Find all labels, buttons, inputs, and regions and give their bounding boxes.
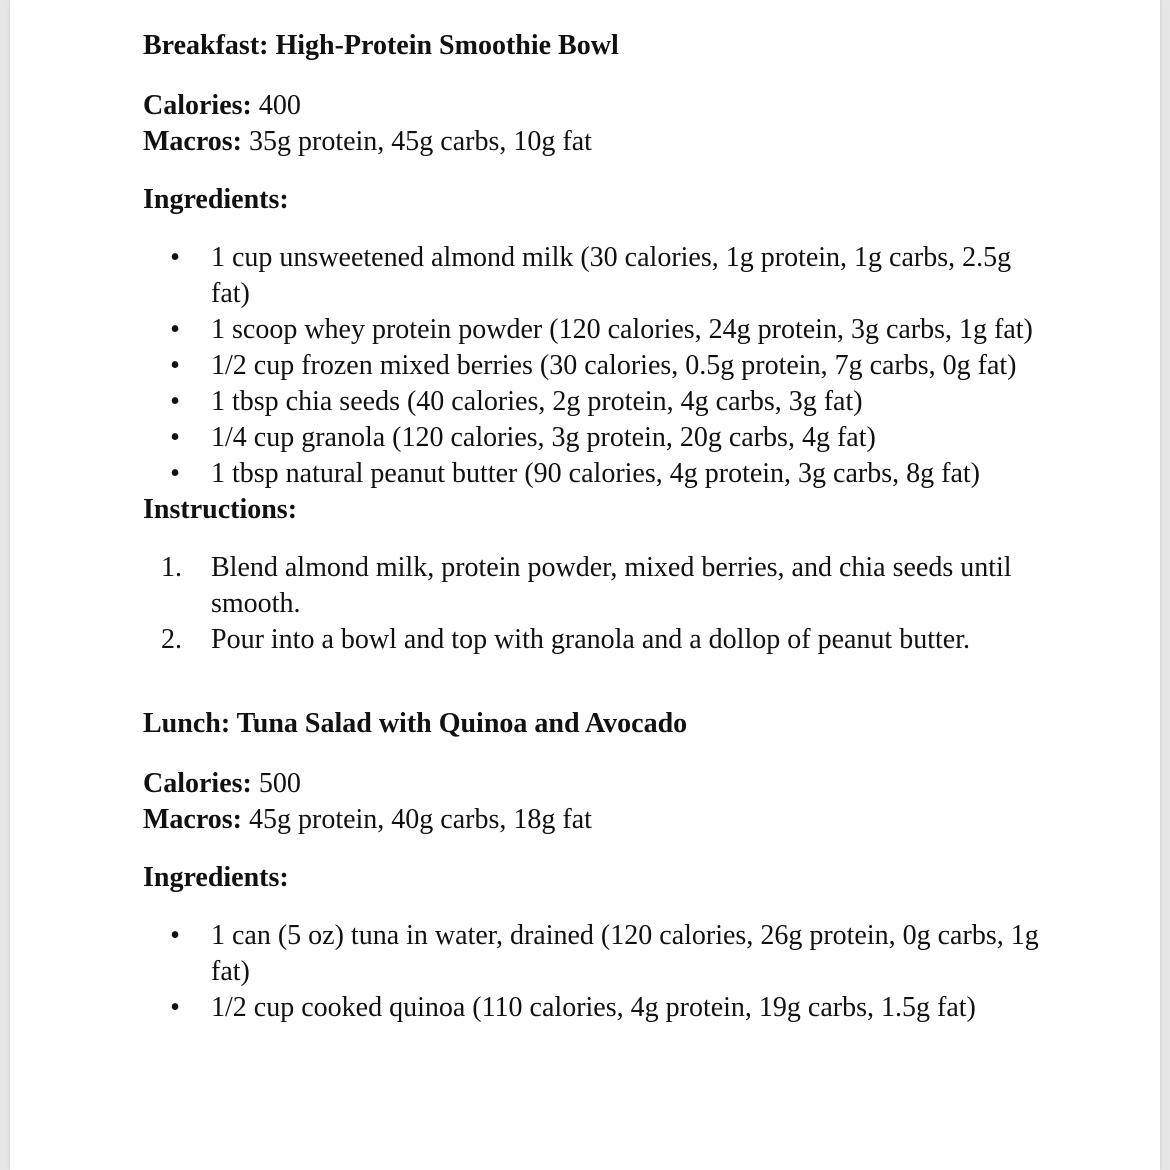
bullet-icon: • [170, 458, 180, 489]
bullet-icon: • [170, 422, 180, 453]
list-item [143, 990, 1043, 1026]
bullet-icon: • [170, 920, 180, 951]
step-text: Pour into a bowl and top with granola and a dollop of peanut butter. [211, 624, 970, 655]
lunch-ingredients-label: Ingredients: [143, 862, 289, 893]
ingredient-text: 1 cup unsweetened almond milk (30 calories, 1g protein, 1g carbs, 2.5g fat) [211, 242, 1012, 309]
breakfast-ingredients-label: Ingredients: [143, 184, 289, 215]
bullet-icon: • [170, 242, 180, 273]
lunch-section [143, 706, 1043, 1026]
macros-value: 35g protein, 45g carbs, 10g fat [242, 126, 592, 157]
breakfast-calories [143, 88, 1043, 124]
calories-label: Calories: [143, 90, 252, 121]
breakfast-instructions-label: Instructions: [143, 494, 298, 525]
list-item [143, 420, 1043, 456]
step-number: 2. [161, 624, 182, 655]
list-item [143, 312, 1043, 348]
ingredient-text: 1 scoop whey protein powder (120 calories, 24g protein, 3g carbs, 1g fat) [211, 314, 1033, 345]
breakfast-instruction-list [143, 550, 1043, 658]
step-text: Blend almond milk, protein powder, mixed berries, and chia seeds until smooth. [211, 552, 1012, 619]
lunch-calories [143, 766, 1043, 802]
list-item [143, 456, 1043, 492]
breakfast-heading: Breakfast: High-Protein Smoothie Bowl [143, 30, 619, 61]
step-number: 1. [161, 552, 182, 583]
macros-label: Macros: [143, 126, 242, 157]
ingredient-text: 1/4 cup granola (120 calories, 3g protein, 20g carbs, 4g fat) [211, 422, 876, 453]
list-item [143, 240, 1043, 312]
list-item [143, 348, 1043, 384]
ingredient-text: 1/2 cup frozen mixed berries (30 calories, 0.5g protein, 7g carbs, 0g fat) [211, 350, 1017, 381]
list-item [143, 918, 1043, 990]
lunch-macros [143, 802, 1043, 838]
ingredient-text: 1 tbsp chia seeds (40 calories, 2g protein, 4g carbs, 3g fat) [211, 386, 863, 417]
calories-value: 400 [251, 90, 301, 121]
bullet-icon: • [170, 992, 180, 1023]
bullet-icon: • [170, 314, 180, 345]
ingredient-text: 1/2 cup cooked quinoa (110 calories, 4g protein, 19g carbs, 1.5g fat) [211, 992, 976, 1023]
ingredient-text: 1 can (5 oz) tuna in water, drained (120 calories, 26g protein, 0g carbs, 1g fat) [211, 920, 1039, 987]
breakfast-section [143, 28, 1043, 658]
calories-value: 500 [251, 768, 301, 799]
lunch-ingredient-list [143, 918, 1043, 1026]
list-item [143, 384, 1043, 420]
breakfast-macros [143, 124, 1043, 160]
lunch-heading: Lunch: Tuna Salad with Quinoa and Avocado [143, 708, 688, 739]
calories-label: Calories: [143, 768, 252, 799]
macros-label: Macros: [143, 804, 242, 835]
bullet-icon: • [170, 386, 180, 417]
document-page [10, 0, 1160, 1170]
list-item [143, 550, 1043, 622]
macros-value: 45g protein, 40g carbs, 18g fat [242, 804, 592, 835]
ingredient-text: 1 tbsp natural peanut butter (90 calories, 4g protein, 3g carbs, 8g fat) [211, 458, 980, 489]
breakfast-ingredient-list [143, 240, 1043, 492]
document-content [143, 28, 1043, 1026]
bullet-icon: • [170, 350, 180, 381]
list-item [143, 622, 1043, 658]
